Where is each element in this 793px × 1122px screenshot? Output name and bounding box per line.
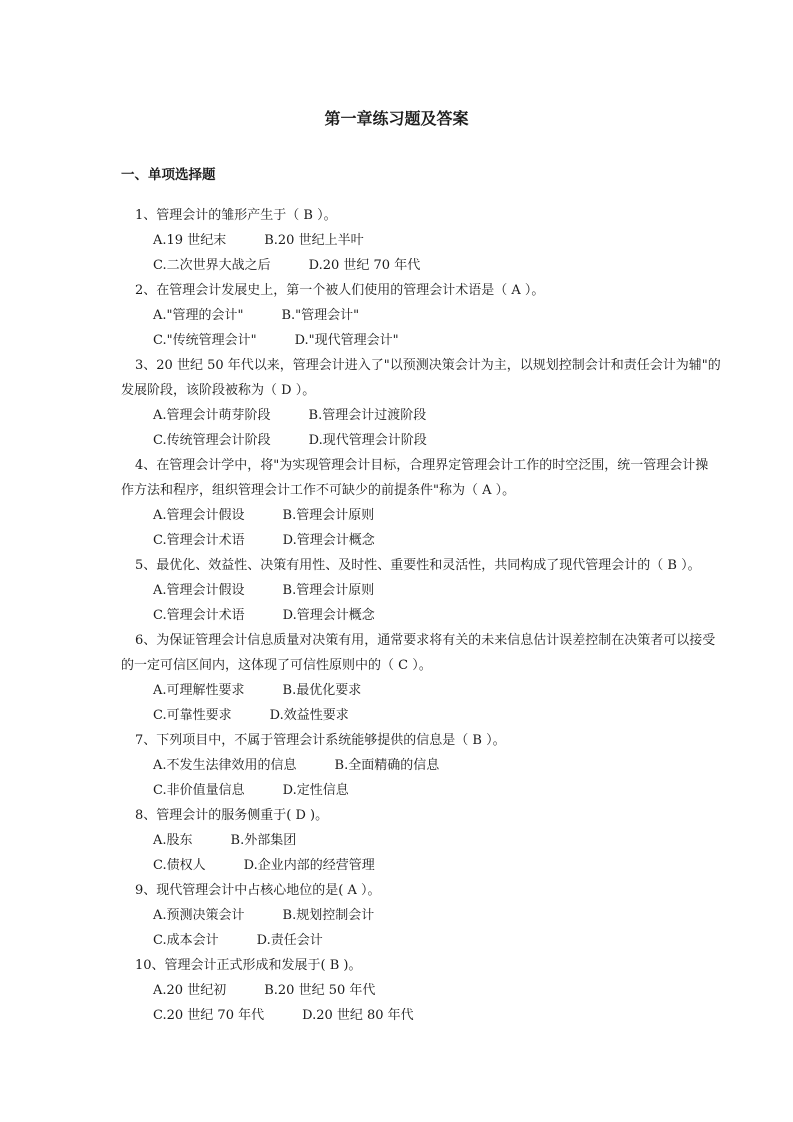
answer-option: A.管理会计假设 <box>153 583 245 598</box>
question-list <box>121 203 721 1028</box>
answer-option: B.全面精确的信息 <box>334 758 440 773</box>
question-stem: 10、管理会计正式形成和发展于( B )。 <box>135 958 362 973</box>
answer-option: D.管理会计概念 <box>282 533 375 548</box>
answer-option: B.最优化要求 <box>282 683 362 698</box>
answer-option: A.可理解性要求 <box>153 683 245 698</box>
option-row <box>121 403 721 428</box>
answer-option: A."管理的会计" <box>153 308 244 323</box>
answer-option: A.预测决策会计 <box>153 908 245 923</box>
option-row <box>121 903 721 928</box>
answer-option: A.19 世纪末 <box>153 233 227 248</box>
option-row <box>121 303 721 328</box>
answer-option: D.企业内部的经营管理 <box>243 858 375 873</box>
answer-option: B.外部集团 <box>230 833 297 848</box>
answer-option: A.股东 <box>153 833 193 848</box>
answer-option: D."现代管理会计" <box>294 333 399 348</box>
answer-option: D.20 世纪 70 年代 <box>308 258 421 273</box>
question-stem: 1、管理会计的雏形产生于（ B ）。 <box>135 208 337 223</box>
answer-option: D.效益性要求 <box>269 708 349 723</box>
answer-option: C.可靠性要求 <box>153 708 232 723</box>
answer-option: B."管理会计" <box>281 308 360 323</box>
option-row <box>121 678 721 703</box>
document-title: 第一章练习题及答案 <box>324 109 469 128</box>
answer-option: D.管理会计概念 <box>282 608 375 623</box>
option-row <box>121 753 721 778</box>
answer-option: C.非价值量信息 <box>153 783 245 798</box>
answer-option: B.管理会计原则 <box>282 508 375 523</box>
option-row <box>121 1003 721 1028</box>
answer-option: C.管理会计术语 <box>153 608 245 623</box>
option-row <box>121 428 721 453</box>
option-row <box>121 253 721 278</box>
option-row <box>121 528 721 553</box>
question-stem: 3、20 世纪 50 年代以来，管理会计进入了"以预测决策会计为主，以规划控制会计和责任会计为辅"的发展阶段，该阶段被称为（ D ）。 <box>121 358 721 398</box>
option-row <box>121 828 721 853</box>
question-stem: 4、在管理会计学中，将"为实现管理会计目标，合理界定管理会计工作的时空泛围，统一管理会计操作方法和程序，组织管理会计工作不可缺少的前提条件"称为（ A ）。 <box>121 458 709 498</box>
option-row <box>121 978 721 1003</box>
answer-option: D.定性信息 <box>282 783 349 798</box>
question-stem: 2、在管理会计发展史上，第一个被人们使用的管理会计术语是（ A ）。 <box>135 283 545 298</box>
option-row <box>121 328 721 353</box>
answer-option: B.20 世纪上半叶 <box>264 233 364 248</box>
answer-option: C.成本会计 <box>153 933 219 948</box>
answer-option: C.债权人 <box>153 858 206 873</box>
option-row <box>121 603 721 628</box>
section-heading: 一、单项选择题 <box>121 167 216 183</box>
answer-option: C.传统管理会计阶段 <box>153 433 271 448</box>
answer-option: D.责任会计 <box>256 933 323 948</box>
option-row <box>121 228 721 253</box>
answer-option: B.管理会计过渡阶段 <box>308 408 427 423</box>
question-stem: 5、最优化、效益性、决策有用性、及时性、重要性和灵活性，共同构成了现代管理会计的（ B ）。 <box>135 558 701 573</box>
question-stem: 8、管理会计的服务侧重于( D )。 <box>135 808 329 823</box>
answer-option: A.管理会计萌芽阶段 <box>153 408 271 423</box>
answer-option: D.20 世纪 80 年代 <box>302 1008 414 1023</box>
answer-option: A.不发生法律效用的信息 <box>153 758 297 773</box>
option-row <box>121 578 721 603</box>
answer-option: C."传统管理会计" <box>153 333 257 348</box>
answer-option: C.管理会计术语 <box>153 533 245 548</box>
question-stem: 7、下列项目中，不属于管理会计系统能够提供的信息是（ B ）。 <box>135 733 506 748</box>
answer-option: A.管理会计假设 <box>153 508 245 523</box>
option-row <box>121 778 721 803</box>
question-stem: 6、为保证管理会计信息质量对决策有用，通常要求将有关的未来信息估计误差控制在决策者可以接受的一定可信区间内，这体现了可信性原则中的（ C ）。 <box>121 633 716 673</box>
answer-option: B.规划控制会计 <box>282 908 375 923</box>
option-row <box>121 853 721 878</box>
option-row <box>121 503 721 528</box>
option-row <box>121 703 721 728</box>
answer-option: D.现代管理会计阶段 <box>308 433 427 448</box>
answer-option: A.20 世纪初 <box>153 983 227 998</box>
answer-option: C.二次世界大战之后 <box>153 258 271 273</box>
question-stem: 9、现代管理会计中占核心地位的是( A ）。 <box>135 883 381 898</box>
answer-option: C.20 世纪 70 年代 <box>153 1008 265 1023</box>
answer-option: B.20 世纪 50 年代 <box>264 983 376 998</box>
answer-option: B.管理会计原则 <box>282 583 375 598</box>
option-row <box>121 928 721 953</box>
